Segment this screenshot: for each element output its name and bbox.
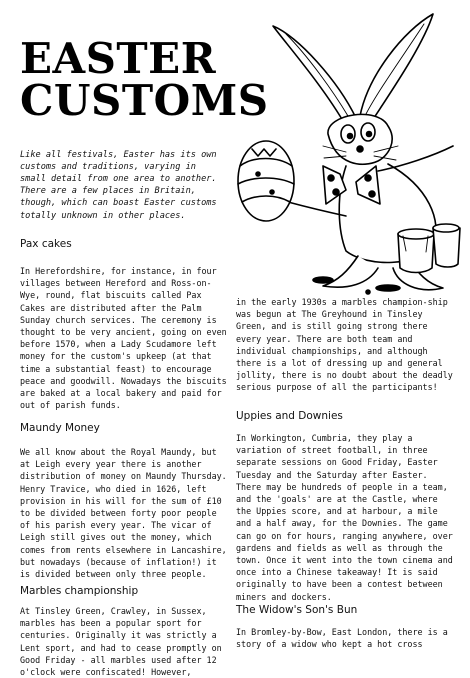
title-line-1: EASTER bbox=[20, 34, 217, 84]
page-title bbox=[20, 34, 269, 126]
section-body-uppies-downies: In Workington, Cumbria, they play a variation of street football, in three separate sessions on Good Friday, Easter Tuesday and the Saturday after Easter. There may be hundreds of people in a team, and the 'goals' are at the Castle, where the Uppies score, and at harbour, a mile and a half away, for the Downies. The game can go on for hours, ranging anywhere, over gardens and fields as well as through the town. Once it went into the town cinema and once into a Chinese takeaway! It is said originally to have been a contest between miners and dockers. bbox=[236, 433, 453, 602]
section-body-widows-sons-bun: In Bromley-by-Bow, East London, there is a story of a widow who kept a hot cross bbox=[236, 627, 448, 650]
section-body-marbles-continued: in the early 1930s a marbles champion-ship was begun at The Greyhound in Tinsley Green, and is still going strong there every year. There are both team and individual championships, and although there is a lot of dressing up and general jollity, there is no doubt about the deadly serious purpose of all the participants! bbox=[236, 297, 453, 393]
section-body-maundy-money: We all know about the Royal Maundy, but at Leigh every year there is another distribution of money on Maundy Thursday. Henry Travice, who died in 1626, left provision in his will for the sum of £10 to be divided between forty poor people of his parish every year. The vicar of Leigh still gives out the money, which comes from rents elsewhere in Lancashire, but nowadays (because of inflation!) it is divided between only three people. bbox=[20, 447, 227, 580]
section-heading-uppies-downies: Uppies and Downies bbox=[236, 410, 343, 422]
section-heading-pax-cakes: Pax cakes bbox=[20, 238, 72, 250]
section-heading-widows-sons-bun: The Widow's Son's Bun bbox=[236, 604, 358, 616]
left-column bbox=[20, 238, 230, 251]
section-heading-maundy-money: Maundy Money bbox=[20, 422, 100, 434]
intro-paragraph: Like all festivals, Easter has its own customs and traditions, varying in small detail from one area to another. There are a few places in Britain, though, which can boast Easter customs totally unknown in other places. bbox=[20, 149, 217, 221]
section-body-marbles-championship: At Tinsley Green, Crawley, in Sussex, marbles has been a popular sport for centuries. Originally it was strictly a Lent sport, and had to cease promptly on Good Friday - all marbles used after 12 o'clock were confiscated! However, bbox=[20, 606, 222, 678]
section-heading-marbles-championship: Marbles championship bbox=[20, 585, 139, 597]
title-line-2: CUSTOMS bbox=[20, 76, 269, 126]
section-body-pax-cakes: In Herefordshire, for instance, in four villages between Hereford and Ross-on-Wye, round, flat biscuits called Pax Cakes are distributed after the Palm Sunday church services. The ceremony is thought to be very ancient, going on even before 1570, when a Lady Scudamore left money for the custom's upkeep (at that time a substantial feast) to encourage peace and goodwill. Nowadays the biscuits are baked at a local bakery and paid for out of parish funds. bbox=[20, 266, 227, 411]
easter-bunny-painting-egg-icon bbox=[228, 6, 464, 296]
